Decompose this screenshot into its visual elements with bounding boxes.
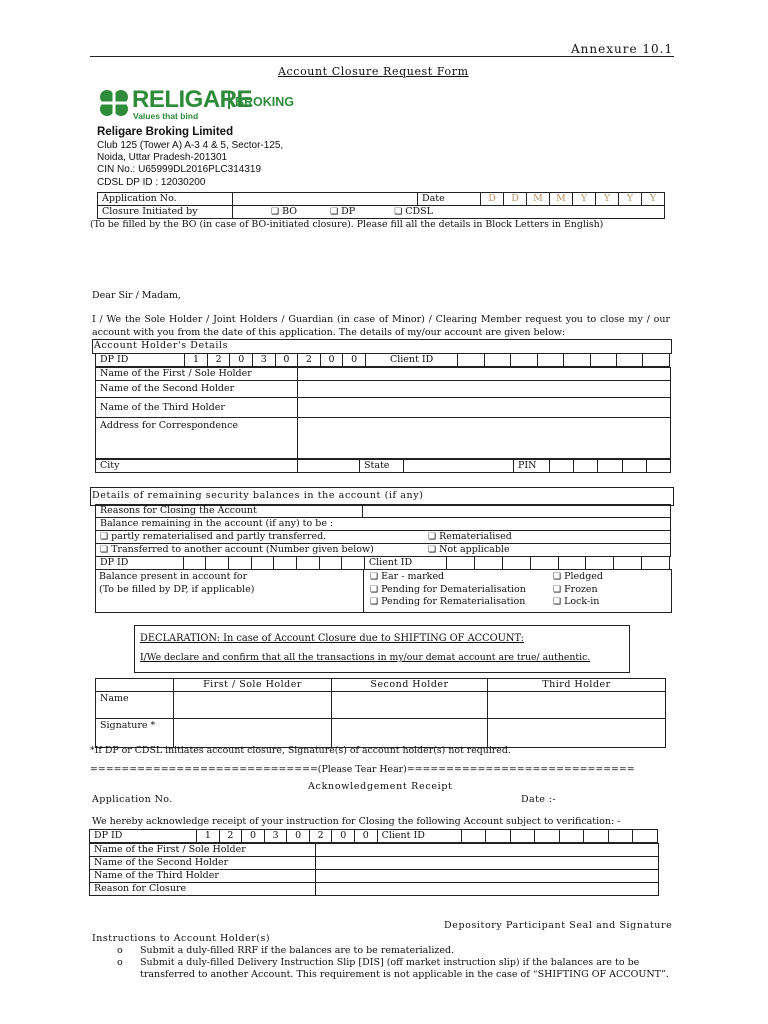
ack-client-cell[interactable] xyxy=(608,830,633,843)
target-dp-cell[interactable] xyxy=(296,557,319,570)
target-dp-cell[interactable] xyxy=(206,557,229,570)
dp-id-digit: 2 xyxy=(207,354,230,367)
tear-line: =============================(Please Tear Hear)============================= xyxy=(90,764,635,775)
signature-row-label: Signature * xyxy=(96,719,174,748)
reasons-label: Reasons for Closing the Account xyxy=(96,505,363,518)
first-holder-column: First / Sole Holder xyxy=(174,679,332,692)
balance-present-note: (To be filled by DP, if applicable) xyxy=(99,584,255,595)
ack-dp-id-digit: 0 xyxy=(355,830,378,843)
instruction-bullet: o xyxy=(117,945,123,956)
ack-reason-field[interactable] xyxy=(316,883,659,896)
target-dp-cell[interactable] xyxy=(274,557,297,570)
partly-remat-checkbox[interactable]: ❏ partly rematerialised and partly transferred. xyxy=(100,531,326,542)
target-client-cell[interactable] xyxy=(641,557,669,570)
dp-seal-signature: Depository Participant Seal and Signature xyxy=(444,920,673,931)
ack-client-cell[interactable] xyxy=(461,830,486,843)
pin-cell[interactable] xyxy=(622,460,646,473)
rematerialised-checkbox[interactable]: ❏ Rematerialised xyxy=(428,531,512,543)
application-no-label: Application No. xyxy=(98,193,233,206)
brand-tagline: Values that bind xyxy=(133,111,199,121)
ack-names-table xyxy=(89,843,659,896)
city-field[interactable] xyxy=(298,460,360,473)
ack-dp-id-digit: 3 xyxy=(264,830,287,843)
ack-application-no: Application No. xyxy=(92,794,173,805)
pin-cell[interactable] xyxy=(574,460,598,473)
not-applicable-checkbox[interactable]: ❏ Not applicable xyxy=(428,544,510,556)
ack-third-holder-field[interactable] xyxy=(316,870,659,883)
application-header-table xyxy=(97,192,665,219)
balance-options-row2 xyxy=(96,544,671,557)
brand-name: RELIGARE xyxy=(132,86,253,113)
third-holder-field[interactable] xyxy=(298,398,671,418)
ack-client-cell[interactable] xyxy=(559,830,584,843)
balance-present-divider xyxy=(363,569,364,612)
ack-dp-id-digit: 0 xyxy=(287,830,310,843)
target-client-cell[interactable] xyxy=(586,557,614,570)
second-holder-signature-field[interactable] xyxy=(332,719,488,748)
date-cell[interactable]: Y xyxy=(596,193,619,206)
dp-id-digit: 1 xyxy=(185,354,208,367)
frozen-checkbox[interactable]: ❏ Frozen xyxy=(553,584,598,595)
pin-cell[interactable] xyxy=(646,460,670,473)
dp-id-digit: 0 xyxy=(320,354,343,367)
target-client-cell[interactable] xyxy=(475,557,503,570)
target-client-cell[interactable] xyxy=(614,557,642,570)
fill-instruction-note: (To be filled by the BO (in case of BO-initiated closure). Please fill all the details in Block Letters in English) xyxy=(90,219,604,230)
dp-id-digit: 3 xyxy=(253,354,276,367)
third-holder-name-field[interactable] xyxy=(488,692,666,719)
balances-heading: Details of remaining security balances in the account (if any) xyxy=(92,490,424,501)
ack-dp-id-digit: 2 xyxy=(219,830,242,843)
second-holder-label: Name of the Second Holder xyxy=(96,381,298,398)
third-holder-signature-field[interactable] xyxy=(488,719,666,748)
transferred-checkbox[interactable]: ❏ Transferred to another account (Number given below) xyxy=(100,544,374,555)
reasons-field[interactable] xyxy=(363,505,671,518)
signature-table xyxy=(95,678,666,748)
instructions-heading: Instructions to Account Holder(s) xyxy=(92,933,271,944)
address-label: Address for Correspondence xyxy=(96,418,298,459)
date-cell[interactable]: D xyxy=(481,193,504,206)
first-holder-signature-field[interactable] xyxy=(174,719,332,748)
company-cin: CIN No.: U65999DL2016PLC314319 xyxy=(97,164,261,175)
ack-date: Date :- xyxy=(521,794,556,805)
ack-dp-id-digit: 1 xyxy=(197,830,220,843)
pending-remat-checkbox[interactable]: ❏ Pending for Rematerialisation xyxy=(370,596,525,607)
ack-client-cell[interactable] xyxy=(486,830,511,843)
target-dp-cell[interactable] xyxy=(183,557,206,570)
target-dp-cell[interactable] xyxy=(319,557,342,570)
state-field[interactable] xyxy=(404,460,514,473)
ack-reason-label: Reason for Closure xyxy=(90,883,316,896)
reasons-table xyxy=(95,504,671,557)
dp-id-digit: 0 xyxy=(343,354,366,367)
signature-note: *If DP or CDSL initiates account closure, Signature(s) of account holder(s) not required. xyxy=(90,745,511,756)
holder-names-table xyxy=(95,367,671,459)
second-holder-name-field[interactable] xyxy=(332,692,488,719)
client-id-cell[interactable] xyxy=(590,354,616,367)
ack-client-cell[interactable] xyxy=(584,830,609,843)
ack-first-holder-label: Name of the First / Sole Holder xyxy=(90,844,316,857)
brand-divider xyxy=(228,92,230,109)
dp-id-digit: 0 xyxy=(275,354,298,367)
balance-options-row1 xyxy=(96,531,671,544)
company-cdsl-dp-id: CDSL DP ID : 12030200 xyxy=(97,177,206,188)
header-rule xyxy=(90,56,674,57)
brand-division: BROKING xyxy=(235,95,295,109)
third-holder-label: Name of the Third Holder xyxy=(96,398,298,418)
declaration-text: I/We declare and confirm that all the transactions in my/our demat account are true/ authentic. xyxy=(140,652,591,663)
address-field[interactable] xyxy=(298,418,671,459)
declaration-title: DECLARATION: In case of Account Closure due to SHIFTING OF ACCOUNT: xyxy=(140,633,524,644)
name-row-label: Name xyxy=(96,692,174,719)
closure-cdsl-checkbox[interactable]: ❏ CDSL xyxy=(394,206,433,217)
ack-client-cell[interactable] xyxy=(633,830,658,843)
ack-client-cell[interactable] xyxy=(510,830,535,843)
instruction-2b: transferred to another Account. This requirement is not applicable in the case of “SHIFTING OF ACCOUNT”. xyxy=(140,969,669,980)
target-client-cell[interactable] xyxy=(558,557,586,570)
dp-id-digit: 2 xyxy=(298,354,321,367)
target-client-cell[interactable] xyxy=(502,557,530,570)
ack-dp-id-label: DP ID xyxy=(90,830,197,843)
lock-in-checkbox[interactable]: ❏ Lock-in xyxy=(553,596,599,607)
second-holder-field[interactable] xyxy=(298,381,671,398)
request-paragraph: I / We the Sole Holder / Joint Holders / Guardian (in case of Minor) / Clearing Member request you to close my / our account with you from the date of this application. The details of my/our account are given below: xyxy=(92,314,670,338)
client-id-cell[interactable] xyxy=(511,354,537,367)
client-id-cell[interactable] xyxy=(564,354,590,367)
clover-logo-icon xyxy=(97,88,131,118)
ack-dp-id-digit: 0 xyxy=(332,830,355,843)
first-holder-field[interactable] xyxy=(298,368,671,381)
date-cell[interactable]: M xyxy=(550,193,573,206)
salutation: Dear Sir / Madam, xyxy=(92,290,181,301)
ack-client-cell[interactable] xyxy=(535,830,560,843)
ack-client-id-label: Client ID xyxy=(377,830,461,843)
ear-marked-checkbox[interactable]: ❏ Ear - marked xyxy=(370,571,444,582)
city-state-pin-row xyxy=(95,459,671,473)
holder-dp-row xyxy=(95,353,670,367)
client-id-label: Client ID xyxy=(365,354,457,367)
signature-corner xyxy=(96,679,174,692)
second-holder-column: Second Holder xyxy=(332,679,488,692)
client-id-cell[interactable] xyxy=(537,354,563,367)
target-client-id-label: Client ID xyxy=(364,557,446,570)
city-label: City xyxy=(96,460,298,473)
ack-third-holder-label: Name of the Third Holder xyxy=(90,870,316,883)
date-cell[interactable]: Y xyxy=(619,193,642,206)
closure-initiated-options xyxy=(233,206,665,219)
first-holder-name-field[interactable] xyxy=(174,692,332,719)
target-dp-cell[interactable] xyxy=(228,557,251,570)
holder-details-heading: Account Holder's Details xyxy=(94,340,229,351)
ack-second-holder-field[interactable] xyxy=(316,857,659,870)
client-id-cell[interactable] xyxy=(643,354,670,367)
client-id-cell[interactable] xyxy=(617,354,643,367)
target-dp-id-label: DP ID xyxy=(96,557,184,570)
instruction-2a: Submit a duly-filled Delivery Instruction Slip [DIS] (off market instruction slip) if the balances are to be xyxy=(140,957,640,968)
company-address-line1: Club 125 (Tower A) A-3 4 & 5, Sector-125, xyxy=(97,140,284,151)
remaining-balance-label: Balance remaining in the account (if any) to be : xyxy=(96,518,671,531)
annexure-label: Annexure 10.1 xyxy=(571,42,674,56)
ack-text: We hereby acknowledge receipt of your instruction for Closing the following Account subject to verification: - xyxy=(92,816,621,827)
instruction-bullet: o xyxy=(117,957,123,968)
date-cell[interactable]: D xyxy=(504,193,527,206)
date-cell[interactable]: M xyxy=(527,193,550,206)
pin-cell[interactable] xyxy=(550,460,574,473)
ack-first-holder-field[interactable] xyxy=(316,844,659,857)
pending-demat-checkbox[interactable]: ❏ Pending for Dematerialisation xyxy=(370,584,526,595)
client-id-cell[interactable] xyxy=(458,354,484,367)
ack-dp-id-digit: 2 xyxy=(309,830,332,843)
company-address-line2: Noida, Uttar Pradesh-201301 xyxy=(97,152,228,163)
dp-id-digit: 0 xyxy=(230,354,253,367)
third-holder-column: Third Holder xyxy=(488,679,666,692)
closure-bo-checkbox[interactable]: ❏ BO xyxy=(271,206,297,217)
balance-present-label: Balance present in account for xyxy=(99,571,248,582)
dp-id-label: DP ID xyxy=(96,354,185,367)
target-client-cell[interactable] xyxy=(530,557,558,570)
company-name: Religare Broking Limited xyxy=(97,126,234,138)
date-label: Date xyxy=(418,193,481,206)
ack-second-holder-label: Name of the Second Holder xyxy=(90,857,316,870)
target-dp-cell[interactable] xyxy=(342,557,365,570)
ack-title: Acknowledgement Receipt xyxy=(308,781,453,792)
target-client-cell[interactable] xyxy=(447,557,475,570)
form-title: Account Closure Request Form xyxy=(278,65,469,78)
pin-cell[interactable] xyxy=(598,460,622,473)
date-cell[interactable]: Y xyxy=(642,193,665,206)
state-label: State xyxy=(360,460,404,473)
first-holder-label: Name of the First / Sole Holder xyxy=(96,368,298,381)
closure-initiated-label: Closure Initiated by xyxy=(98,206,233,219)
ack-dp-id-digit: 0 xyxy=(242,830,265,843)
target-dp-cell[interactable] xyxy=(251,557,274,570)
application-no-field[interactable] xyxy=(233,193,418,206)
date-cell[interactable]: Y xyxy=(573,193,596,206)
ack-dp-row xyxy=(89,829,658,843)
pin-label: PIN xyxy=(514,460,550,473)
pledged-checkbox[interactable]: ❏ Pledged xyxy=(553,571,603,582)
target-dp-row xyxy=(95,556,670,570)
client-id-cell[interactable] xyxy=(484,354,510,367)
instruction-1: Submit a duly-filled RRF if the balances are to be rematerialized. xyxy=(140,945,455,956)
closure-dp-checkbox[interactable]: ❏ DP xyxy=(330,206,355,217)
